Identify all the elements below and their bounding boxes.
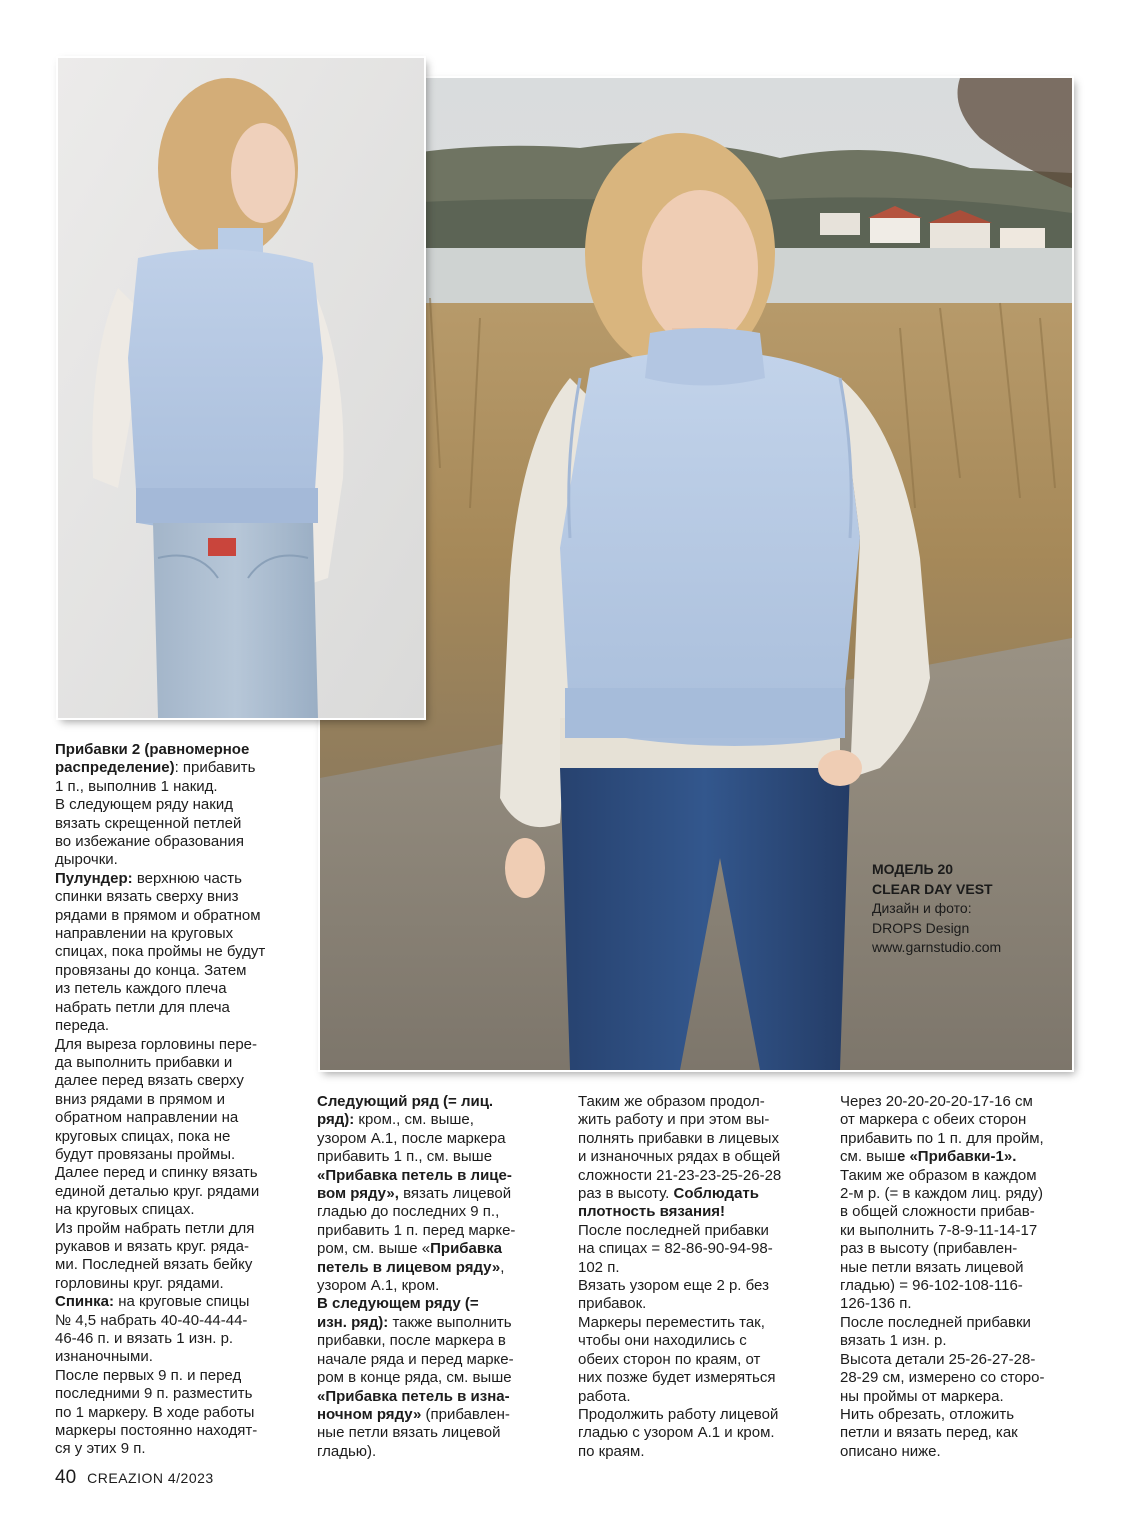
- magazine-issue: CREAZION 4/2023: [87, 1470, 214, 1486]
- text-line: направлении на круговых: [55, 925, 234, 943]
- text-line: прибавить 1 п., см. выше: [317, 1148, 493, 1166]
- text-line: распределение): прибавить: [55, 759, 256, 777]
- text-line: прибавить по 1 п. для пройм,: [840, 1129, 1044, 1147]
- text-line: гладью).: [317, 1442, 377, 1460]
- text-column-2: [317, 1093, 562, 1461]
- text-line: раз в высоту. Соблюдать: [578, 1185, 759, 1203]
- text-line: спицах, пока проймы не будут: [55, 943, 266, 961]
- text-line: вязать 1 изн. р.: [840, 1332, 947, 1350]
- text-line: После последней прибавки: [578, 1221, 769, 1239]
- back-view-photo: [58, 58, 424, 718]
- text-line: далее перед вязать сверху: [55, 1072, 244, 1090]
- text-line: единой деталью круг. рядами: [55, 1182, 260, 1200]
- text-line: Далее перед и спинку вязать: [55, 1164, 258, 1182]
- text-column-4: [840, 1093, 1085, 1461]
- text-line: жить работу и при этом вы-: [578, 1111, 770, 1129]
- text-line: ные петли вязать лицевой: [840, 1258, 1024, 1276]
- text-line: горловины круг. рядами.: [55, 1274, 224, 1292]
- text-line: переда.: [55, 1017, 110, 1035]
- text-line: плотность вязания!: [578, 1203, 726, 1221]
- text-line: ки выполнить 7-8-9-11-14-17: [840, 1221, 1038, 1239]
- text-line: изнаночными.: [55, 1348, 153, 1366]
- text-line: Для выреза горловины пере-: [55, 1035, 257, 1053]
- model-number: МОДЕЛЬ 20: [872, 861, 954, 877]
- text-line: по 1 маркеру. В ходе работы: [55, 1403, 255, 1421]
- text-line: узором A.1, кром.: [317, 1277, 440, 1295]
- text-line: ром, см. выше «Прибавка: [317, 1240, 502, 1258]
- design-label: Дизайн и фото:: [872, 900, 972, 916]
- text-line: «Прибавка петель в лице-: [317, 1166, 512, 1184]
- text-line: гладью до последних 9 п.,: [317, 1203, 500, 1221]
- text-line: на спицах = 82-86-90-94-98-: [578, 1240, 773, 1258]
- text-line: В следующем ряду накид: [55, 796, 233, 814]
- text-line: После первых 9 п. и перед: [55, 1366, 242, 1384]
- text-line: Продолжить работу лицевой: [578, 1405, 779, 1423]
- text-line: прибавить 1 п. перед марке-: [317, 1221, 516, 1239]
- text-line: «Прибавка петель в изна-: [317, 1387, 510, 1405]
- text-line: от маркера с обеих сторон: [840, 1111, 1027, 1129]
- text-line: вязать скрещенной петлей: [55, 814, 242, 832]
- text-line: Прибавки 2 (равномерное: [55, 741, 250, 758]
- website-link[interactable]: www.garnstudio.com: [872, 939, 1002, 955]
- designer-name: DROPS Design: [872, 919, 970, 936]
- text-line: После последней прибавки: [840, 1313, 1031, 1331]
- text-line: начале ряда и перед марке-: [317, 1350, 514, 1368]
- text-line: ночном ряду» (прибавлен-: [317, 1405, 510, 1423]
- text-line: 2-м р. (= в каждом лиц. ряду): [840, 1185, 1043, 1203]
- text-line: ряд): кром., см. выше,: [317, 1111, 474, 1129]
- text-line: да выполнить прибавки и: [55, 1053, 233, 1071]
- text-line: см. выше «Прибавки-1».: [840, 1148, 1017, 1166]
- text-line: Высота детали 25-26-27-28-: [840, 1350, 1036, 1368]
- text-line: во избежание образования: [55, 833, 244, 851]
- text-line: В следующем ряду (=: [317, 1295, 479, 1313]
- text-line: набрать петли для плеча: [55, 998, 230, 1016]
- text-line: и изнаночных рядах в общей: [578, 1148, 781, 1166]
- text-line: описано ниже.: [840, 1442, 941, 1460]
- text-line: спинки вязать сверху вниз: [55, 888, 239, 906]
- text-line: прибавок.: [578, 1295, 647, 1313]
- text-line: рядами в прямом и обратном: [55, 906, 261, 924]
- page-number: 40: [55, 1467, 77, 1488]
- text-line: последними 9 п. разместить: [55, 1385, 253, 1403]
- text-line: изн. ряд): также выполнить: [317, 1313, 512, 1331]
- text-line: ны проймы от маркера.: [840, 1387, 1004, 1405]
- text-line: чтобы они находились с: [578, 1332, 747, 1350]
- text-line: Спинка: на круговые спицы: [55, 1293, 250, 1311]
- text-line: Таким же образом продол-: [578, 1093, 765, 1110]
- text-line: круговых спицах, пока не: [55, 1127, 231, 1145]
- text-line: 126-136 п.: [840, 1295, 912, 1313]
- text-line: 102 п.: [578, 1258, 620, 1276]
- text-line: обеих сторон по краям, от: [578, 1350, 761, 1368]
- text-line: ром в конце ряда, см. выше: [317, 1369, 512, 1387]
- model-name: CLEAR DAY VEST: [872, 880, 993, 897]
- text-line: петель в лицевом ряду»,: [317, 1258, 505, 1276]
- text-line: них позже будет измеряться: [578, 1369, 776, 1387]
- text-line: работа.: [578, 1387, 631, 1405]
- text-line: узором A.1, после маркера: [317, 1129, 506, 1147]
- text-line: будут провязаны проймы.: [55, 1145, 236, 1163]
- text-line: 28-29 см, измерено со сторо-: [840, 1369, 1045, 1387]
- text-line: Нить обрезать, отложить: [840, 1405, 1015, 1423]
- text-line: вом ряду», вязать лицевой: [317, 1185, 512, 1203]
- text-line: обратном направлении на: [55, 1109, 239, 1127]
- text-line: Следующий ряд (= лиц.: [317, 1093, 494, 1110]
- text-line: Пулундер: верхнюю часть: [55, 869, 242, 887]
- text-line: рукавов и вязать круг. ряда-: [55, 1237, 249, 1255]
- text-line: в общей сложности прибав-: [840, 1203, 1035, 1221]
- text-line: вниз рядами в прямом и: [55, 1090, 225, 1108]
- text-line: на круговых спицах.: [55, 1201, 195, 1219]
- text-line: 46-46 п. и вязать 1 изн. р.: [55, 1330, 234, 1347]
- text-line: 1 п., выполнив 1 накид.: [55, 777, 218, 795]
- text-line: дырочки.: [55, 851, 118, 869]
- page-footer: [55, 1467, 214, 1489]
- text-column-1: [55, 741, 305, 1459]
- text-line: Через 20-20-20-20-17-16 см: [840, 1093, 1033, 1110]
- photo-caption: [872, 860, 1062, 958]
- text-line: полнять прибавки в лицевых: [578, 1129, 779, 1147]
- text-line: Из пройм набрать петли для: [55, 1219, 255, 1237]
- text-line: гладью с узором A.1 и кром.: [578, 1424, 775, 1442]
- text-line: петли и вязать перед, как: [840, 1424, 1018, 1442]
- text-line: Маркеры переместить так,: [578, 1313, 765, 1331]
- text-line: ми. Последней вязать бейку: [55, 1256, 253, 1274]
- text-line: № 4,5 набрать 40-40-44-44-: [55, 1311, 248, 1329]
- text-line: из петель каждого плеча: [55, 980, 227, 998]
- text-line: провязаны до конца. Затем: [55, 961, 247, 979]
- text-line: сложности 21-23-23-25-26-28: [578, 1166, 782, 1184]
- text-column-3: [578, 1093, 823, 1461]
- text-line: маркеры постоянно находят-: [55, 1422, 258, 1440]
- text-line: раз в высоту (прибавлен-: [840, 1240, 1018, 1258]
- text-line: гладью) = 96-102-108-116-: [840, 1277, 1023, 1295]
- text-line: ся у этих 9 п.: [55, 1440, 146, 1458]
- text-line: по краям.: [578, 1442, 645, 1460]
- text-line: Вязать узором еще 2 р. без: [578, 1277, 769, 1295]
- text-line: Таким же образом в каждом: [840, 1166, 1037, 1184]
- text-line: прибавки, после маркера в: [317, 1332, 506, 1350]
- text-line: ные петли вязать лицевой: [317, 1424, 501, 1442]
